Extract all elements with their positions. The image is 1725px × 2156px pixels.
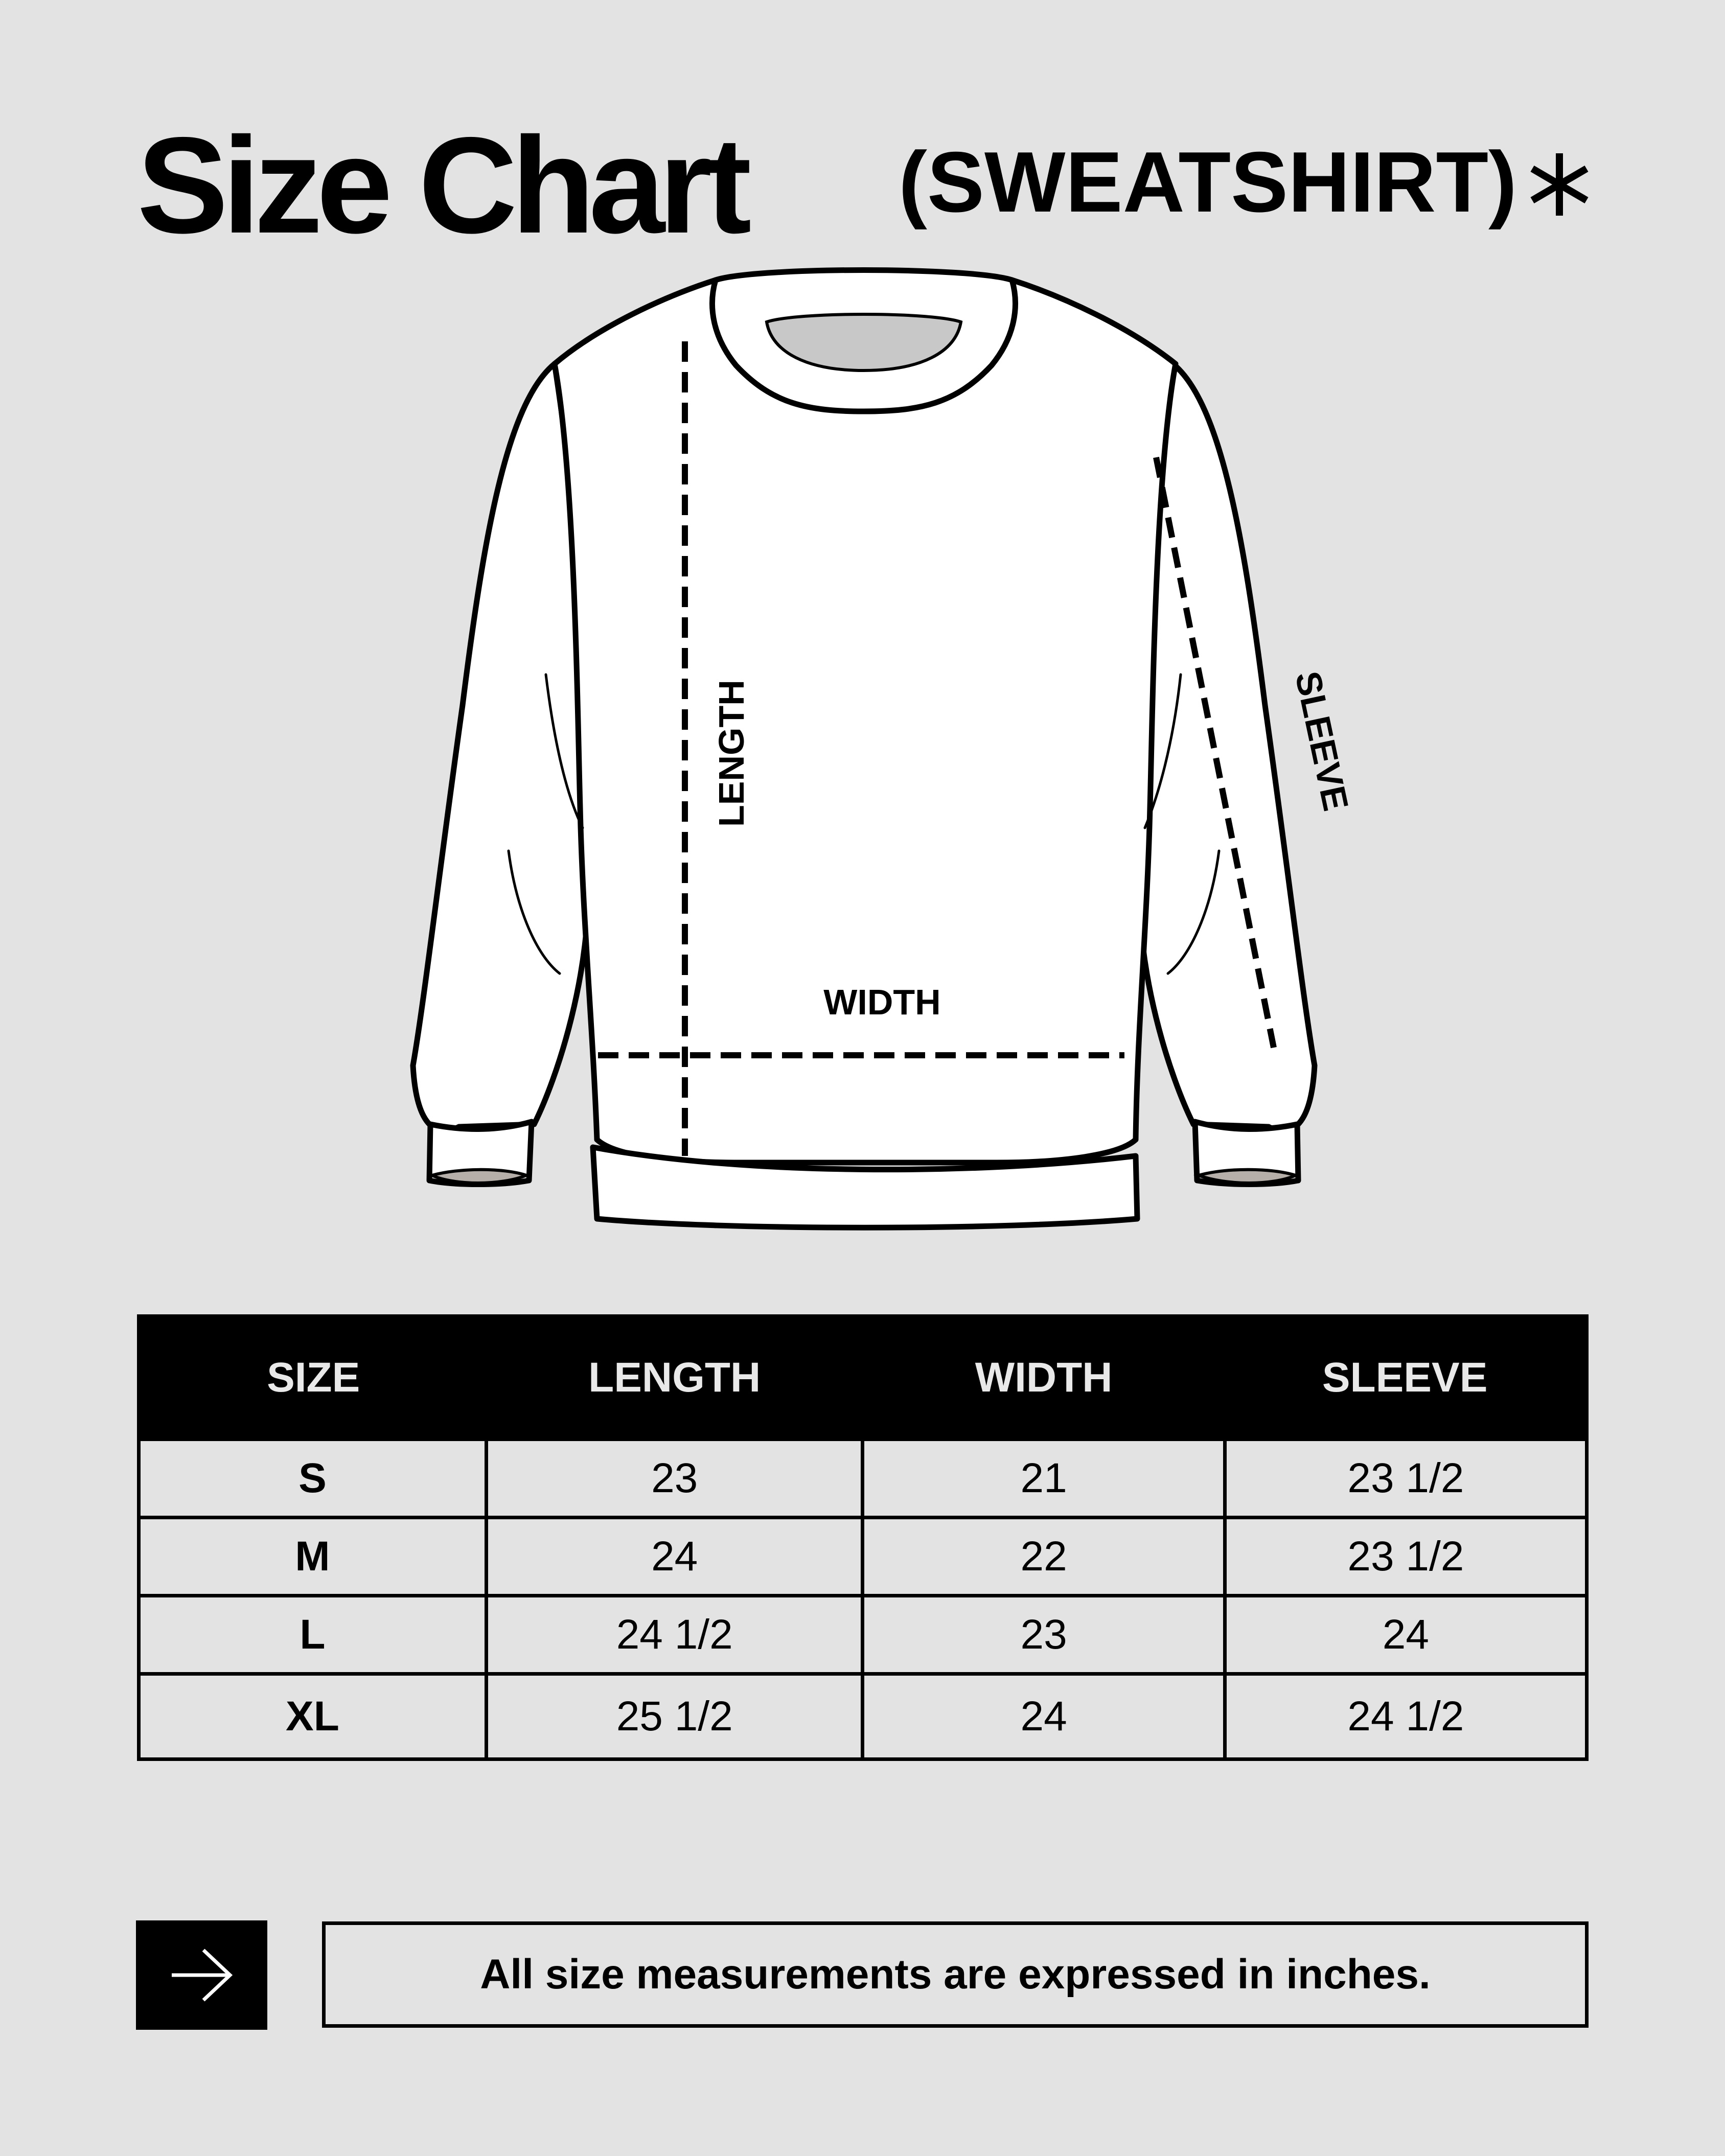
length-label: LENGTH bbox=[711, 680, 751, 827]
size-cell: L bbox=[139, 1596, 487, 1674]
column-header-width: WIDTH bbox=[863, 1316, 1225, 1440]
size-cell: M bbox=[139, 1518, 487, 1596]
measurement-note-text: All size measurements are expressed in inches. bbox=[480, 1951, 1431, 1998]
table-row bbox=[139, 1518, 1587, 1596]
length-cell: 24 1/2 bbox=[486, 1596, 863, 1674]
width-cell: 24 bbox=[863, 1674, 1225, 1759]
table-header-row bbox=[139, 1316, 1587, 1440]
width-cell: 21 bbox=[863, 1440, 1225, 1518]
sleeve-cell: 23 1/2 bbox=[1225, 1440, 1586, 1518]
sleeve-label: SLEEVE bbox=[1287, 667, 1356, 815]
width-cell: 23 bbox=[863, 1596, 1225, 1674]
length-cell: 25 1/2 bbox=[486, 1674, 863, 1759]
width-cell: 22 bbox=[863, 1518, 1225, 1596]
right-sleeve bbox=[1139, 364, 1315, 1131]
size-cell: XL bbox=[139, 1674, 487, 1759]
size-cell: S bbox=[139, 1440, 487, 1518]
table-row bbox=[139, 1596, 1587, 1674]
table-row bbox=[139, 1674, 1587, 1759]
column-header-sleeve: SLEEVE bbox=[1225, 1316, 1586, 1440]
sleeve-cell: 23 1/2 bbox=[1225, 1518, 1586, 1596]
width-label: WIDTH bbox=[823, 982, 941, 1022]
page-subtitle: (SWEATSHIRT) bbox=[899, 134, 1517, 230]
asterisk-icon bbox=[1528, 153, 1591, 216]
page-title: Size Chart bbox=[137, 108, 746, 262]
sleeve-cell: 24 bbox=[1225, 1596, 1586, 1674]
size-table bbox=[137, 1314, 1589, 1761]
left-sleeve bbox=[413, 364, 588, 1131]
table-row bbox=[139, 1440, 1587, 1518]
sleeve-cell: 24 1/2 bbox=[1225, 1674, 1586, 1759]
column-header-size: SIZE bbox=[139, 1316, 487, 1440]
column-header-length: LENGTH bbox=[486, 1316, 863, 1440]
arrow-box bbox=[136, 1920, 267, 2030]
length-cell: 24 bbox=[486, 1518, 863, 1596]
measurement-note bbox=[322, 1921, 1589, 2028]
sweatshirt-icon bbox=[399, 261, 1356, 1242]
length-cell: 23 bbox=[486, 1440, 863, 1518]
arrow-right-icon bbox=[169, 1947, 235, 2003]
